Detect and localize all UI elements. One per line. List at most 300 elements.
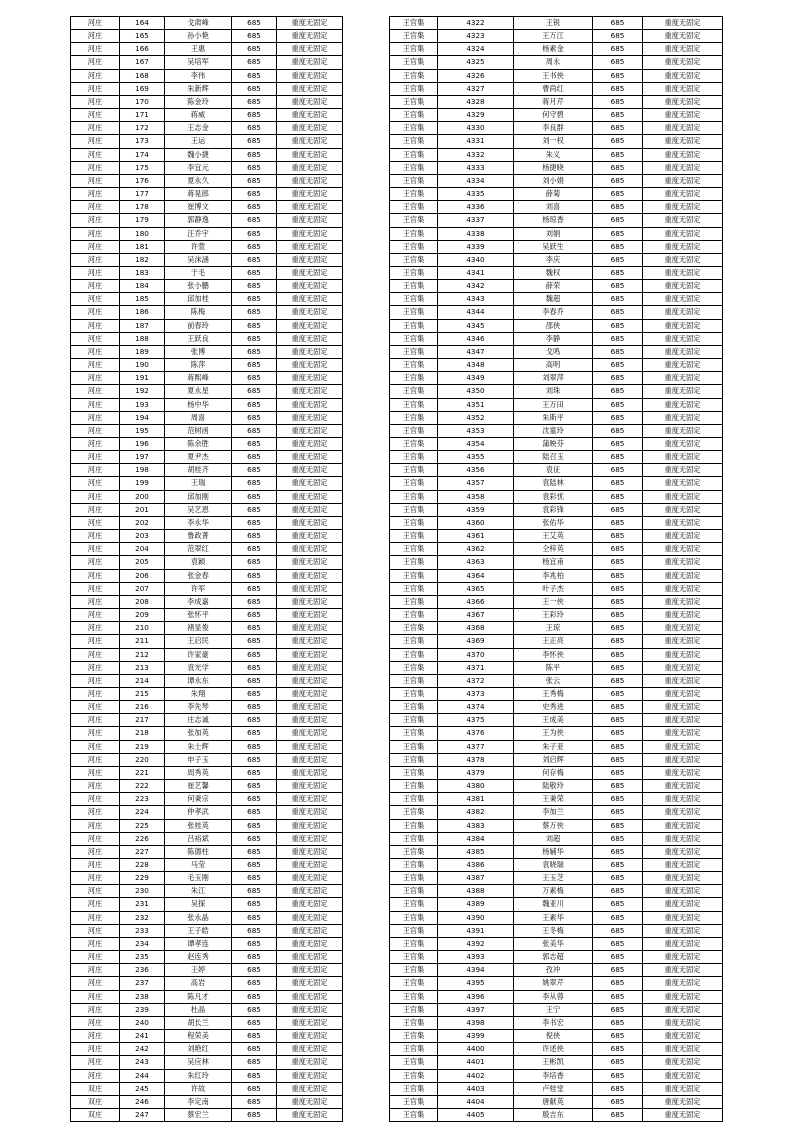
name-cell: 孙小艳 <box>165 30 232 43</box>
name-cell: 杨琼香 <box>514 214 593 227</box>
name-cell: 刘翠萍 <box>514 372 593 385</box>
seq-cell: 4339 <box>438 240 514 253</box>
table-row <box>71 490 343 503</box>
town-cell: 王官集 <box>390 1108 438 1121</box>
table-row <box>71 582 343 595</box>
category-cell: 重度无固定 <box>277 635 343 648</box>
table-row <box>390 569 723 582</box>
town-cell: 王官集 <box>390 424 438 437</box>
town-cell: 河庄 <box>71 188 120 201</box>
town-cell: 王官集 <box>390 609 438 622</box>
town-cell: 河庄 <box>71 648 120 661</box>
town-cell: 河庄 <box>71 964 120 977</box>
name-cell: 陈萍 <box>165 359 232 372</box>
category-cell: 重度无固定 <box>277 188 343 201</box>
name-cell: 周喜 <box>165 411 232 424</box>
amount-cell: 685 <box>232 438 277 451</box>
category-cell: 重度无固定 <box>643 964 723 977</box>
category-cell: 重度无固定 <box>643 477 723 490</box>
category-cell: 重度无固定 <box>643 306 723 319</box>
category-cell: 重度无固定 <box>643 372 723 385</box>
town-cell: 王官集 <box>390 753 438 766</box>
category-cell: 重度无固定 <box>277 753 343 766</box>
category-cell: 重度无固定 <box>277 17 343 30</box>
town-cell: 河庄 <box>71 937 120 950</box>
category-cell: 重度无固定 <box>277 937 343 950</box>
amount-cell: 685 <box>593 832 643 845</box>
seq-cell: 4394 <box>438 964 514 977</box>
name-cell: 邵侠 <box>514 319 593 332</box>
town-cell: 王官集 <box>390 293 438 306</box>
amount-cell: 685 <box>593 1082 643 1095</box>
category-cell: 重度无固定 <box>277 530 343 543</box>
seq-cell: 245 <box>120 1082 165 1095</box>
amount-cell: 685 <box>593 451 643 464</box>
category-cell: 重度无固定 <box>277 609 343 622</box>
amount-cell: 685 <box>593 701 643 714</box>
category-cell: 重度无固定 <box>643 398 723 411</box>
category-cell: 重度无固定 <box>277 266 343 279</box>
seq-cell: 198 <box>120 464 165 477</box>
table-row <box>71 293 343 306</box>
seq-cell: 222 <box>120 780 165 793</box>
amount-cell: 685 <box>232 714 277 727</box>
seq-cell: 4380 <box>438 780 514 793</box>
seq-cell: 182 <box>120 253 165 266</box>
seq-cell: 175 <box>120 161 165 174</box>
town-cell: 王官集 <box>390 398 438 411</box>
amount-cell: 685 <box>593 280 643 293</box>
seq-cell: 201 <box>120 503 165 516</box>
amount-cell: 685 <box>593 319 643 332</box>
seq-cell: 228 <box>120 859 165 872</box>
amount-cell: 685 <box>593 1003 643 1016</box>
name-cell: 李培香 <box>514 1069 593 1082</box>
town-cell: 双庄 <box>71 1082 120 1095</box>
category-cell: 重度无固定 <box>643 293 723 306</box>
category-cell: 重度无固定 <box>643 30 723 43</box>
seq-cell: 213 <box>120 661 165 674</box>
table-row <box>390 845 723 858</box>
name-cell: 殷吉东 <box>514 1108 593 1121</box>
table-row <box>390 766 723 779</box>
table-row <box>71 714 343 727</box>
category-cell: 重度无固定 <box>277 306 343 319</box>
town-cell: 王官集 <box>390 1016 438 1029</box>
seq-cell: 4383 <box>438 819 514 832</box>
table-row <box>390 898 723 911</box>
table-row <box>390 332 723 345</box>
category-cell: 重度无固定 <box>643 345 723 358</box>
category-cell: 重度无固定 <box>643 1082 723 1095</box>
category-cell: 重度无固定 <box>643 266 723 279</box>
table-row <box>71 661 343 674</box>
seq-cell: 4391 <box>438 924 514 937</box>
name-cell: 胡长兰 <box>165 1016 232 1029</box>
name-cell: 王志金 <box>165 122 232 135</box>
name-cell: 高明 <box>514 359 593 372</box>
seq-cell: 212 <box>120 648 165 661</box>
category-cell: 重度无固定 <box>277 411 343 424</box>
town-cell: 王官集 <box>390 964 438 977</box>
table-row <box>390 1069 723 1082</box>
name-cell: 张加英 <box>165 727 232 740</box>
seq-cell: 202 <box>120 516 165 529</box>
name-cell: 李从蓉 <box>514 990 593 1003</box>
amount-cell: 685 <box>232 780 277 793</box>
amount-cell: 685 <box>593 530 643 543</box>
town-cell: 王官集 <box>390 214 438 227</box>
amount-cell: 685 <box>593 148 643 161</box>
name-cell: 夏永星 <box>165 385 232 398</box>
category-cell: 重度无固定 <box>277 859 343 872</box>
town-cell: 王官集 <box>390 1056 438 1069</box>
name-cell: 吴探 <box>165 898 232 911</box>
seq-cell: 173 <box>120 135 165 148</box>
amount-cell: 685 <box>593 372 643 385</box>
seq-cell: 4336 <box>438 201 514 214</box>
name-cell: 杨宜甫 <box>514 556 593 569</box>
seq-cell: 4392 <box>438 937 514 950</box>
category-cell: 重度无固定 <box>277 253 343 266</box>
table-row <box>71 1108 343 1121</box>
town-cell: 王官集 <box>390 477 438 490</box>
seq-cell: 4335 <box>438 188 514 201</box>
category-cell: 重度无固定 <box>643 951 723 964</box>
table-row <box>71 319 343 332</box>
category-cell: 重度无固定 <box>643 438 723 451</box>
town-cell: 河庄 <box>71 727 120 740</box>
seq-cell: 174 <box>120 148 165 161</box>
amount-cell: 685 <box>593 845 643 858</box>
table-row <box>71 503 343 516</box>
town-cell: 河庄 <box>71 82 120 95</box>
seq-cell: 221 <box>120 766 165 779</box>
amount-cell: 685 <box>232 727 277 740</box>
amount-cell: 685 <box>232 240 277 253</box>
town-cell: 王官集 <box>390 56 438 69</box>
table-row <box>390 727 723 740</box>
table-row <box>71 280 343 293</box>
amount-cell: 685 <box>593 293 643 306</box>
category-cell: 重度无固定 <box>277 714 343 727</box>
name-cell: 杨捷晓 <box>514 161 593 174</box>
table-row <box>71 451 343 464</box>
amount-cell: 685 <box>593 464 643 477</box>
seq-cell: 226 <box>120 832 165 845</box>
category-cell: 重度无固定 <box>643 188 723 201</box>
town-cell: 双庄 <box>71 1095 120 1108</box>
category-cell: 重度无固定 <box>277 122 343 135</box>
amount-cell: 685 <box>232 924 277 937</box>
category-cell: 重度无固定 <box>643 661 723 674</box>
amount-cell: 685 <box>232 556 277 569</box>
amount-cell: 685 <box>232 372 277 385</box>
town-cell: 王官集 <box>390 464 438 477</box>
amount-cell: 685 <box>593 43 643 56</box>
table-row <box>390 1108 723 1121</box>
table-row <box>390 1082 723 1095</box>
amount-cell: 685 <box>593 411 643 424</box>
seq-cell: 236 <box>120 964 165 977</box>
category-cell: 重度无固定 <box>643 872 723 885</box>
amount-cell: 685 <box>232 43 277 56</box>
amount-cell: 685 <box>232 543 277 556</box>
category-cell: 重度无固定 <box>643 464 723 477</box>
table-row <box>390 214 723 227</box>
name-cell: 李静 <box>514 332 593 345</box>
amount-cell: 685 <box>232 793 277 806</box>
town-cell: 河庄 <box>71 135 120 148</box>
table-row <box>71 727 343 740</box>
category-cell: 重度无固定 <box>277 832 343 845</box>
seq-cell: 238 <box>120 990 165 1003</box>
name-cell: 蔡宏兰 <box>165 1108 232 1121</box>
amount-cell: 685 <box>593 740 643 753</box>
town-cell: 王官集 <box>390 69 438 82</box>
amount-cell: 685 <box>232 582 277 595</box>
amount-cell: 685 <box>232 740 277 753</box>
table-row <box>390 30 723 43</box>
seq-cell: 4358 <box>438 490 514 503</box>
table-row <box>390 95 723 108</box>
seq-cell: 4395 <box>438 977 514 990</box>
name-cell: 范树函 <box>165 424 232 437</box>
name-cell: 张博 <box>165 345 232 358</box>
category-cell: 重度无固定 <box>643 674 723 687</box>
category-cell: 重度无固定 <box>643 82 723 95</box>
seq-cell: 227 <box>120 845 165 858</box>
table-row <box>390 424 723 437</box>
category-cell: 重度无固定 <box>277 911 343 924</box>
amount-cell: 685 <box>232 503 277 516</box>
seq-cell: 4334 <box>438 174 514 187</box>
town-cell: 河庄 <box>71 977 120 990</box>
table-row <box>71 819 343 832</box>
category-cell: 重度无固定 <box>277 543 343 556</box>
category-cell: 重度无固定 <box>277 1069 343 1082</box>
amount-cell: 685 <box>232 832 277 845</box>
category-cell: 重度无固定 <box>277 780 343 793</box>
amount-cell: 685 <box>232 451 277 464</box>
amount-cell: 685 <box>232 635 277 648</box>
category-cell: 重度无固定 <box>277 201 343 214</box>
amount-cell: 685 <box>232 622 277 635</box>
table-row <box>71 780 343 793</box>
town-cell: 王官集 <box>390 924 438 937</box>
table-row <box>71 464 343 477</box>
category-cell: 重度无固定 <box>643 1056 723 1069</box>
table-row <box>71 898 343 911</box>
town-cell: 双庄 <box>71 1108 120 1121</box>
town-cell: 河庄 <box>71 543 120 556</box>
category-cell: 重度无固定 <box>643 253 723 266</box>
town-cell: 王官集 <box>390 319 438 332</box>
name-cell: 李春乔 <box>514 306 593 319</box>
amount-cell: 685 <box>232 1056 277 1069</box>
amount-cell: 685 <box>232 293 277 306</box>
town-cell: 河庄 <box>71 595 120 608</box>
table-row <box>71 43 343 56</box>
category-cell: 重度无固定 <box>277 1108 343 1121</box>
table-row <box>390 293 723 306</box>
name-cell: 杨辅华 <box>514 845 593 858</box>
table-row <box>390 43 723 56</box>
town-cell: 河庄 <box>71 30 120 43</box>
category-cell: 重度无固定 <box>643 43 723 56</box>
table-row <box>390 872 723 885</box>
name-cell: 周永 <box>514 56 593 69</box>
table-row <box>71 411 343 424</box>
seq-cell: 223 <box>120 793 165 806</box>
amount-cell: 685 <box>593 569 643 582</box>
category-cell: 重度无固定 <box>643 582 723 595</box>
category-cell: 重度无固定 <box>277 69 343 82</box>
name-cell: 何存梅 <box>514 766 593 779</box>
name-cell: 崔艺馨 <box>165 780 232 793</box>
town-cell: 王官集 <box>390 385 438 398</box>
seq-cell: 4398 <box>438 1016 514 1029</box>
table-row <box>390 740 723 753</box>
name-cell: 王一侠 <box>514 595 593 608</box>
amount-cell: 685 <box>593 924 643 937</box>
table-row <box>390 622 723 635</box>
seq-cell: 4393 <box>438 951 514 964</box>
amount-cell: 685 <box>232 319 277 332</box>
seq-cell: 219 <box>120 740 165 753</box>
seq-cell: 4333 <box>438 161 514 174</box>
table-row <box>71 1069 343 1082</box>
town-cell: 王官集 <box>390 806 438 819</box>
table-row <box>71 253 343 266</box>
town-cell: 河庄 <box>71 148 120 161</box>
amount-cell: 685 <box>232 201 277 214</box>
table-row <box>71 82 343 95</box>
town-cell: 王官集 <box>390 438 438 451</box>
category-cell: 重度无固定 <box>643 1043 723 1056</box>
seq-cell: 4330 <box>438 122 514 135</box>
amount-cell: 685 <box>232 1003 277 1016</box>
table-row <box>71 556 343 569</box>
town-cell: 王官集 <box>390 951 438 964</box>
town-cell: 王官集 <box>390 451 438 464</box>
name-cell: 王宁 <box>514 1003 593 1016</box>
amount-cell: 685 <box>232 359 277 372</box>
table-row <box>390 635 723 648</box>
town-cell: 河庄 <box>71 280 120 293</box>
table-row <box>71 674 343 687</box>
seq-cell: 4328 <box>438 95 514 108</box>
seq-cell: 4343 <box>438 293 514 306</box>
amount-cell: 685 <box>593 332 643 345</box>
table-row <box>71 1016 343 1029</box>
amount-cell: 685 <box>593 306 643 319</box>
table-row <box>71 266 343 279</box>
table-row <box>390 806 723 819</box>
name-cell: 袁光学 <box>165 661 232 674</box>
category-cell: 重度无固定 <box>643 411 723 424</box>
table-row <box>71 964 343 977</box>
town-cell: 王官集 <box>390 345 438 358</box>
amount-cell: 685 <box>593 1056 643 1069</box>
category-cell: 重度无固定 <box>643 280 723 293</box>
amount-cell: 685 <box>593 240 643 253</box>
category-cell: 重度无固定 <box>277 359 343 372</box>
town-cell: 河庄 <box>71 780 120 793</box>
amount-cell: 685 <box>593 424 643 437</box>
name-cell: 褚显俊 <box>165 622 232 635</box>
name-cell: 仲孝武 <box>165 806 232 819</box>
amount-cell: 685 <box>232 135 277 148</box>
seq-cell: 207 <box>120 582 165 595</box>
amount-cell: 685 <box>232 859 277 872</box>
seq-cell: 189 <box>120 345 165 358</box>
seq-cell: 4324 <box>438 43 514 56</box>
town-cell: 河庄 <box>71 635 120 648</box>
amount-cell: 685 <box>232 1069 277 1082</box>
amount-cell: 685 <box>593 872 643 885</box>
town-cell: 王官集 <box>390 174 438 187</box>
amount-cell: 685 <box>593 503 643 516</box>
amount-cell: 685 <box>593 937 643 950</box>
seq-cell: 4349 <box>438 372 514 385</box>
town-cell: 王官集 <box>390 122 438 135</box>
town-cell: 河庄 <box>71 845 120 858</box>
amount-cell: 685 <box>232 1030 277 1043</box>
table-row <box>390 122 723 135</box>
seq-cell: 187 <box>120 319 165 332</box>
seq-cell: 4322 <box>438 17 514 30</box>
name-cell: 李伟 <box>165 69 232 82</box>
name-cell: 朱红玲 <box>165 1069 232 1082</box>
name-cell: 杜晶 <box>165 1003 232 1016</box>
town-cell: 河庄 <box>71 1056 120 1069</box>
town-cell: 王官集 <box>390 161 438 174</box>
town-cell: 河庄 <box>71 556 120 569</box>
category-cell: 重度无固定 <box>277 227 343 240</box>
category-cell: 重度无固定 <box>277 556 343 569</box>
category-cell: 重度无固定 <box>277 1016 343 1029</box>
town-cell: 河庄 <box>71 109 120 122</box>
seq-cell: 4329 <box>438 109 514 122</box>
category-cell: 重度无固定 <box>277 56 343 69</box>
seq-cell: 205 <box>120 556 165 569</box>
name-cell: 刘艳红 <box>165 1043 232 1056</box>
table-row <box>71 740 343 753</box>
table-row <box>390 82 723 95</box>
seq-cell: 4384 <box>438 832 514 845</box>
amount-cell: 685 <box>593 69 643 82</box>
seq-cell: 4376 <box>438 727 514 740</box>
name-cell: 陈平 <box>514 661 593 674</box>
table-row <box>71 69 343 82</box>
name-cell: 王为侠 <box>514 727 593 740</box>
table-row <box>71 161 343 174</box>
name-cell: 史秀进 <box>514 701 593 714</box>
amount-cell: 685 <box>593 17 643 30</box>
seq-cell: 247 <box>120 1108 165 1121</box>
category-cell: 重度无固定 <box>643 832 723 845</box>
name-cell: 万素梅 <box>514 885 593 898</box>
amount-cell: 685 <box>232 30 277 43</box>
category-cell: 重度无固定 <box>277 161 343 174</box>
amount-cell: 685 <box>593 266 643 279</box>
category-cell: 重度无固定 <box>643 516 723 529</box>
amount-cell: 685 <box>232 595 277 608</box>
name-cell: 郭静逸 <box>165 214 232 227</box>
town-cell: 王官集 <box>390 556 438 569</box>
category-cell: 重度无固定 <box>643 924 723 937</box>
